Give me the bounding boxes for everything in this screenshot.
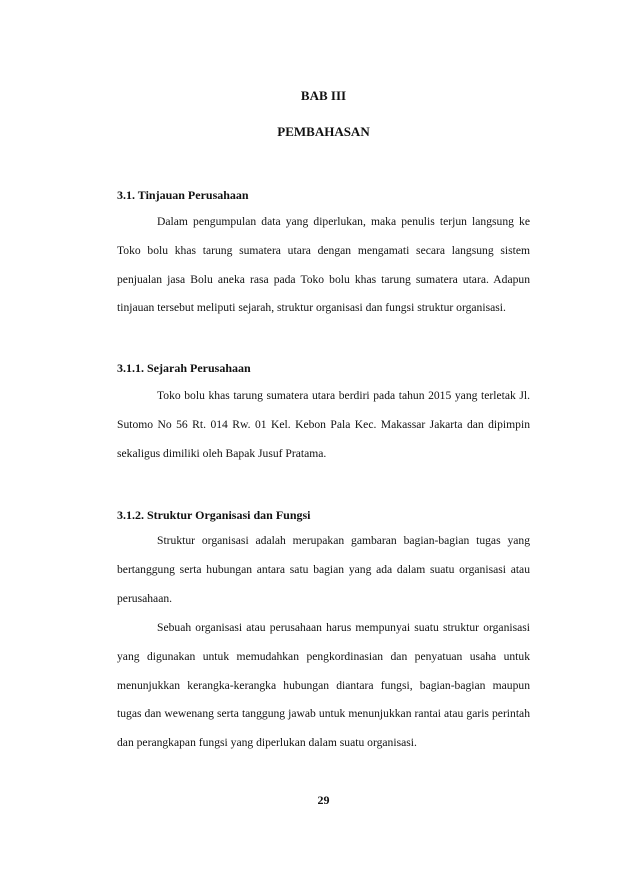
chapter-number: BAB III bbox=[300, 88, 347, 103]
paragraph-tinjauan-perusahaan: Dalam pengumpulan data yang diperlukan, maka penulis terjun langsung ke Toko bolu khas tarung sumatera utara dengan mengamati secara langsung sistem penjualan jasa Bolu aneka rasa pada Toko bolu khas tarung sumatera utara. Adapun tinjauan tersebut meliputi sejarah, struktur organisasi dan fungsi struktur organisasi. bbox=[117, 215, 530, 315]
page-number: 29 bbox=[317, 793, 330, 807]
chapter-title: PEMBAHASAN bbox=[277, 124, 370, 139]
paragraph-struktur-organisasi-fungsi: Sebuah organisasi atau perusahaan harus mempunyai suatu struktur organisasi yang digunakan untuk memudahkan pengkordinasian dan penyatuan usaha untuk menunjukkan kerangka-kerangka hubungan diantara fungsi, bagian-bagian maupun tugas dan wewenang serta tanggung jawab untuk menunjukkan rantai atau garis perintah dan perangkapan fungsi yang diperlukan dalam suatu organisasi. bbox=[117, 621, 530, 750]
section-heading-3-1-1: 3.1.1. Sejarah Perusahaan bbox=[117, 361, 251, 375]
paragraph-sejarah-perusahaan: Toko bolu khas tarung sumatera utara berdiri pada tahun 2015 yang terletak Jl. Sutomo No 56 Rt. 014 Rw. 01 Kel. Kebon Pala Kec. Makassar Jakarta dan dipimpin sekaligus dimiliki oleh Bapak Jusuf Pratama. bbox=[117, 389, 530, 460]
section-heading-3-1-2: 3.1.2. Struktur Organisasi dan Fungsi bbox=[117, 508, 311, 522]
section-heading-3-1: 3.1. Tinjauan Perusahaan bbox=[117, 188, 249, 202]
paragraph-struktur-organisasi-definisi: Struktur organisasi adalah merupakan gambaran bagian-bagian tugas yang bertanggung serta hubungan antara satu bagian yang ada dalam suatu organisasi atau perusahaan. bbox=[117, 534, 530, 605]
